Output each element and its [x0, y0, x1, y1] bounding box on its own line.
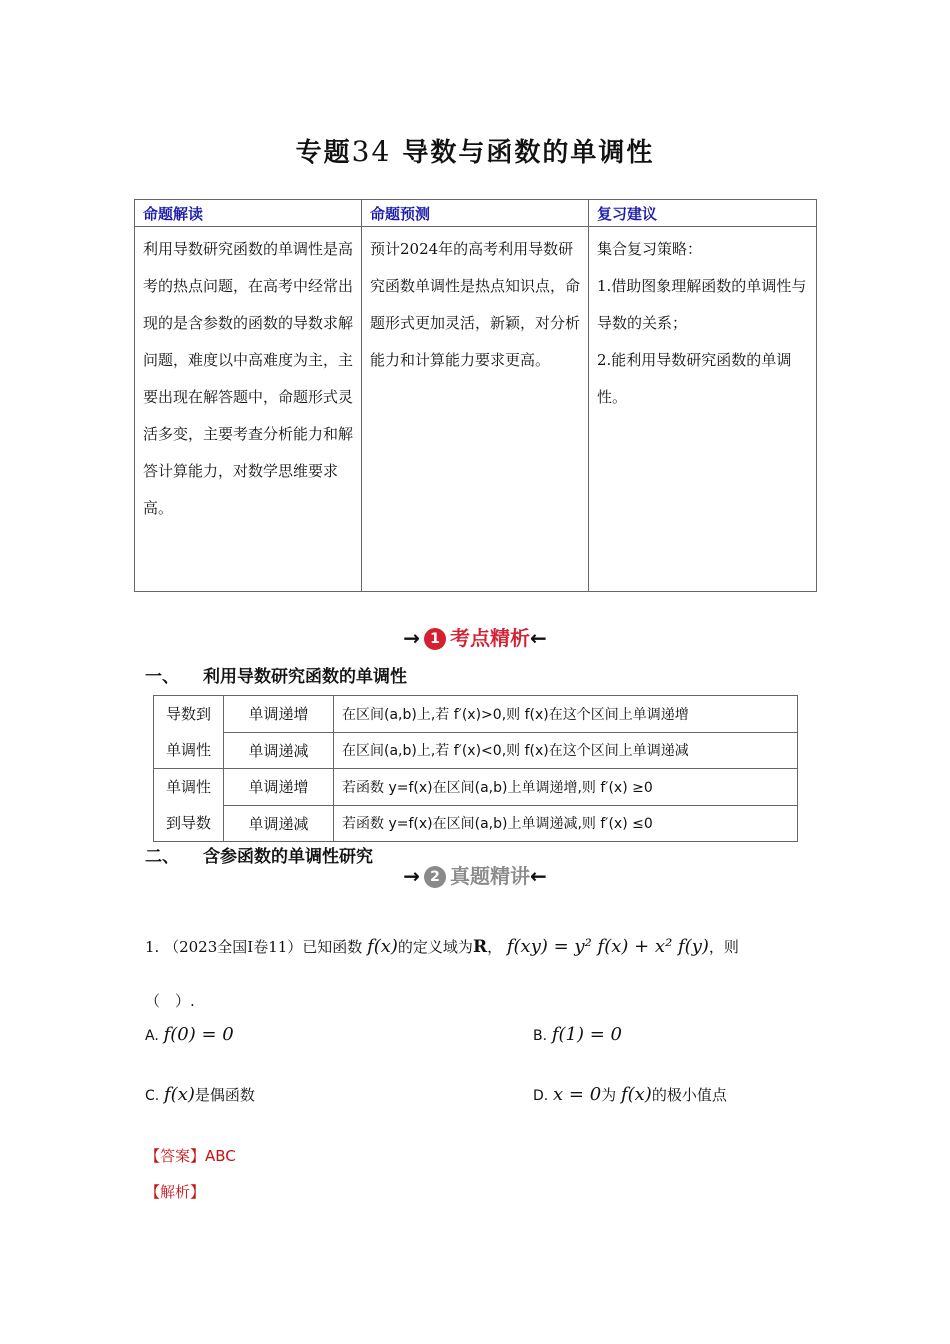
option-math: f(x) [164, 1084, 195, 1105]
row-desc: 若函数 y=f(x)在区间(a,b)上单调递减,则 f′(x) ≤0 [334, 805, 798, 842]
header-interpretation: 命题解读 [135, 200, 362, 227]
row-type: 单调递减 [224, 805, 334, 842]
group-monotonic-to-derivative: 单调性到导数 [154, 769, 224, 842]
banner-text: 考点精析 [450, 626, 530, 650]
cell-advice [589, 227, 817, 592]
section-heading-1 [145, 662, 407, 687]
advice-line: 2.能利用导数研究函数的单调性。 [597, 351, 792, 406]
advice-line: 1.借助图象理解函数的单调性与导数的关系； [597, 277, 807, 332]
banner-key-points [0, 622, 950, 651]
arrow-left-icon: ← [530, 864, 547, 888]
table-row [154, 696, 798, 733]
row-desc: 在区间(a,b)上,若 f′(x)<0,则 f(x)在这个区间上单调递减 [334, 732, 798, 769]
number-badge: 1 [424, 628, 446, 650]
question-source: （2023全国Ⅰ卷11）已知函数 [164, 938, 363, 956]
section-index: 二、 [145, 847, 179, 867]
overview-body-row [135, 227, 817, 592]
option-math: f(1) = 0 [551, 1024, 622, 1045]
cell-interpretation: 利用导数研究函数的单调性是高考的热点问题，在高考中经常出现的是含参数的函数的导数求解问题，难度以中高难度为主，主要出现在解答题中，命题形式灵活多变，主要考查分析能力和解答计算能力，对数学思维要求高。 [135, 227, 362, 592]
arrow-right-icon: → [403, 864, 420, 888]
comma: ， [487, 938, 503, 956]
title-number: 34 [351, 135, 392, 168]
option-math: f(0) = 0 [163, 1024, 234, 1045]
option-text: 的极小值点 [651, 1086, 727, 1104]
option-label: A. [145, 1028, 159, 1044]
section-index: 一、 [145, 667, 179, 687]
banner-past-exams [0, 860, 950, 889]
option-label: D. [533, 1088, 549, 1104]
analysis-label: 【解析】 [145, 1183, 206, 1201]
table-row [154, 769, 798, 806]
row-type: 单调递增 [224, 696, 334, 733]
arrow-left-icon: ← [530, 626, 547, 650]
option-text: 为 [601, 1086, 617, 1104]
question-number: 1. [145, 938, 160, 956]
question-stem [145, 936, 739, 957]
option-text: 是偶函数 [194, 1086, 255, 1104]
question-text: 的定义域为 [397, 938, 473, 956]
advice-line: 集合复习策略： [597, 240, 703, 258]
option-label: C. [145, 1088, 160, 1104]
row-desc: 在区间(a,b)上,若 f′(x)>0,则 f(x)在这个区间上单调递增 [334, 696, 798, 733]
question-blank: （ ）. [145, 992, 195, 1010]
overview-table [134, 199, 817, 592]
row-type: 单调递减 [224, 732, 334, 769]
question-text: ，则 [708, 938, 739, 956]
option-math: f(x) [620, 1084, 652, 1105]
math-equation: f(xy) = y² f(x) + x² f(y) [506, 936, 709, 957]
option-a [145, 1024, 234, 1045]
overview-header-row [135, 200, 817, 227]
answer-value: ABC [205, 1147, 236, 1165]
row-type: 单调递增 [224, 769, 334, 806]
title-main: 导数与函数的单调性 [402, 138, 655, 168]
cell-prediction: 预计2024年的高考利用导数研究函数单调性是热点知识点，命题形式更加灵活，新颖，对分析能力和计算能力要求更高。 [362, 227, 589, 592]
real-set-symbol: R [472, 937, 488, 957]
section-title: 利用导数研究函数的单调性 [203, 667, 407, 687]
section-title: 含参函数的单调性研究 [203, 847, 373, 867]
header-prediction: 命题预测 [362, 200, 589, 227]
page-title [0, 132, 950, 169]
arrow-right-icon: → [403, 626, 420, 650]
option-d [533, 1084, 727, 1105]
answer-line [145, 1145, 236, 1166]
title-prefix: 专题 [295, 138, 352, 168]
table-row [154, 805, 798, 842]
table-row [154, 732, 798, 769]
option-c [145, 1084, 255, 1105]
monotonicity-table [153, 695, 798, 842]
header-advice: 复习建议 [589, 200, 817, 227]
banner-text: 真题精讲 [450, 864, 530, 888]
number-badge: 2 [424, 866, 446, 888]
option-label: B. [533, 1028, 548, 1044]
answer-label: 【答案】 [145, 1147, 206, 1165]
math-fx: f(x) [367, 936, 398, 957]
option-b [533, 1024, 622, 1045]
option-math: x = 0 [553, 1084, 602, 1105]
group-derivative-to-monotonic: 导数到单调性 [154, 696, 224, 769]
row-desc: 若函数 y=f(x)在区间(a,b)上单调递增,则 f′(x) ≥0 [334, 769, 798, 806]
